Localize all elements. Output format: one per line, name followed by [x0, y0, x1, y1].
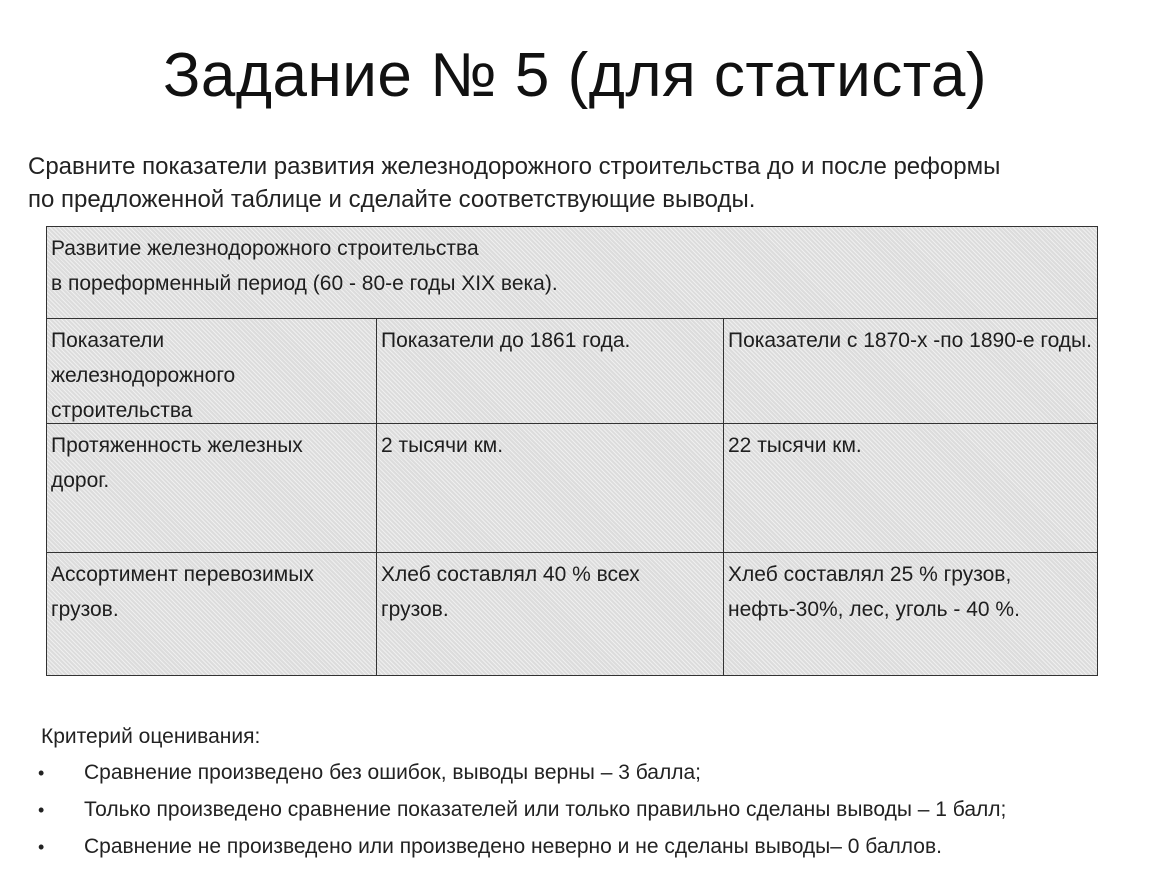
criteria-item: [0, 832, 1150, 869]
row-railway-length-before: 2 тысячи км.: [381, 434, 504, 457]
instruction-line-2: по предложенной таблице и сделайте соответствующие выводы.: [28, 186, 756, 213]
criteria-item-text: Только произведено сравнение показателей или только правильно сделаны выводы – 1 балл;: [84, 798, 1007, 821]
bullet-icon: •: [38, 800, 45, 820]
criteria-list: [0, 758, 1150, 869]
instruction-text: [28, 150, 1128, 216]
criteria-item: [0, 758, 1150, 795]
header-cell-1870-1890: Показатели с 1870-х -по 1890-е годы.: [728, 329, 1092, 352]
header-cell-indicators: Показатели железнодорожного строительства: [51, 329, 236, 422]
row-cargo-before: Хлеб составлял 40 % всех грузов.: [381, 563, 640, 621]
page-title: Задание № 5 (для статиста): [162, 41, 988, 110]
header-cell-before-1861: Показатели до 1861 года.: [381, 329, 631, 352]
instruction-line-1: Сравните показатели развития железнодорожного строительства до и после реформы: [28, 153, 1001, 180]
bullet-icon: •: [38, 837, 45, 857]
criteria-item-text: Сравнение не произведено или произведено неверно и не сделаны выводы– 0 баллов.: [84, 835, 942, 858]
table-caption: [47, 227, 1097, 318]
bullet-icon: •: [38, 763, 45, 783]
table-caption-line-2: в пореформенный период (60 - 80-е годы XIX века).: [51, 272, 558, 295]
row-cargo-after: Хлеб составлял 25 % грузов, нефть-30%, лес, уголь - 40 %.: [728, 563, 1020, 621]
row-railway-length-after: 22 тысячи км.: [728, 434, 862, 457]
row-cargo-label: Ассортимент перевозимых грузов.: [51, 563, 314, 621]
railway-comparison-table: [46, 226, 1098, 676]
criteria-title: Критерий оценивания:: [41, 725, 261, 748]
row-railway-length-label: Протяженность железных дорог.: [51, 434, 303, 492]
criteria-item: [0, 795, 1150, 832]
table-caption-line-1: Развитие железнодорожного строительства: [51, 237, 479, 260]
criteria-item-text: Сравнение произведено без ошибок, выводы верны – 3 балла;: [84, 761, 702, 784]
